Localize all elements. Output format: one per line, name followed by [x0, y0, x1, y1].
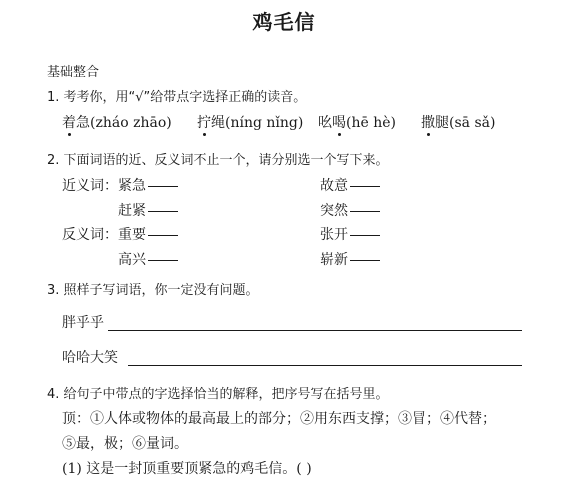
antonym-row-2: 高兴 — [118, 249, 178, 269]
section-heading: 基础整合 — [47, 65, 100, 80]
question-2-prompt: 2. 下面词语的近、反义词不止一个，请分别选一个写下来。 — [47, 153, 389, 168]
antonym-row-1-right: 张开 — [320, 224, 380, 244]
synonym-row-2-right: 突然 — [320, 200, 380, 220]
question-3-prompt: 3. 照样子写词语，你一定没有问题。 — [47, 283, 259, 298]
blank-line — [148, 186, 178, 187]
blank-line — [148, 235, 178, 236]
definition-line-1: 顶：①人体或物体的最高最上的部分；②用东西支撑；③冒；④代替； — [62, 411, 496, 427]
answer-line-1[interactable] — [108, 330, 522, 331]
blank-line — [350, 235, 380, 236]
synonym-row-2: 赶紧 — [118, 200, 178, 220]
example-word-2: 哈哈大笑 — [62, 350, 118, 366]
question-4-prompt: 4. 给句子中带点的字选择恰当的解释，把序号写在括号里。 — [47, 387, 389, 402]
synonym-row-1: 近义词：紧急 — [62, 175, 178, 195]
page-title: 鸡毛信 — [252, 10, 316, 34]
blank-line — [350, 260, 380, 261]
q1-item-3: 吆喝(hē hè) — [318, 115, 396, 131]
dotted-char: 着 — [62, 115, 76, 131]
blank-line — [148, 211, 178, 212]
sentence-1: (1) 这是一封顶重要顶紧急的鸡毛信。( ) — [62, 461, 312, 477]
question-1-prompt: 1. 考考你，用“√”给带点字选择正确的读音。 — [47, 90, 307, 105]
dotted-char: 撒 — [421, 115, 435, 131]
antonym-row-2-right: 崭新 — [320, 249, 380, 269]
q1-item-1: 着急(zháo zhāo) — [62, 115, 172, 131]
synonym-row-1-right: 故意 — [320, 175, 380, 195]
blank-line — [350, 211, 380, 212]
q1-item-4: 撒腿(sā sǎ) — [421, 115, 496, 131]
definition-line-2: ⑤最，极；⑥量词。 — [62, 436, 188, 452]
example-word-1: 胖乎乎 — [62, 315, 104, 331]
blank-line — [148, 260, 178, 261]
blank-line — [350, 186, 380, 187]
dotted-char: 拧 — [197, 115, 211, 131]
antonym-row-1: 反义词：重要 — [62, 224, 178, 244]
dotted-char: 喝 — [332, 115, 346, 131]
answer-line-2[interactable] — [128, 365, 522, 366]
q1-item-2: 拧绳(níng nǐng) — [197, 115, 304, 131]
